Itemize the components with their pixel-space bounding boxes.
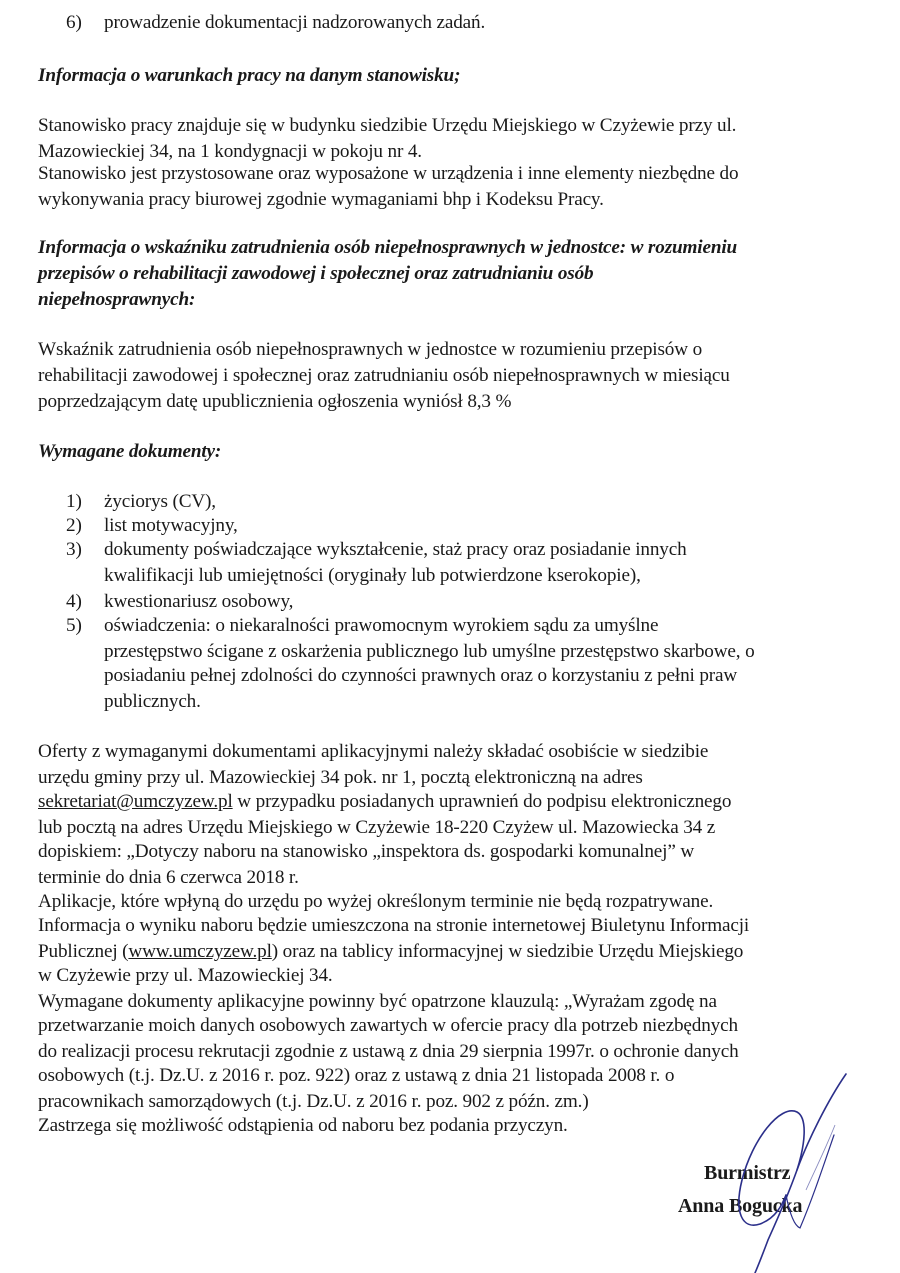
documents-item-5-cont: przestępstwo ścigane z oskarżenia publicznego lub umyślne przestępstwo skarbowe, o xyxy=(104,641,755,662)
offers-line: terminie do dnia 6 czerwca 2018 r. xyxy=(38,867,299,888)
offers-line: Aplikacje, które wpłyną do urzędu po wyżej określonym terminie nie będą rozpatrywane. xyxy=(38,891,714,912)
indicator-paragraph-line: Wskaźnik zatrudnienia osób niepełnosprawnych w jednostce w rozumieniu przepisów o xyxy=(38,339,703,360)
offers-line-text: ) oraz na tablicy informacyjnej w siedzibie Urzędu Miejskiego xyxy=(271,941,744,962)
offers-line: pracownikach samorządowych (t.j. Dz.U. z 2016 r. poz. 902 z późn. zm.) xyxy=(38,1091,589,1112)
indicator-heading-line: przepisów o rehabilitacji zawodowej i społecznej oraz zatrudnianiu osób xyxy=(38,263,594,284)
documents-heading: Wymagane dokumenty: xyxy=(38,441,222,462)
offers-line: przetwarzanie moich danych osobowych zawartych w ofercie pracy dla potrzeb niezbędnych xyxy=(38,1015,738,1036)
offers-line-text: w przypadku posiadanych uprawnień do podpisu elektronicznego xyxy=(232,791,732,812)
offers-line: w Czyżewie przy ul. Mazowieckiej 34. xyxy=(38,965,333,986)
list-text: list motywacyjny, xyxy=(104,515,238,536)
documents-item-5-cont: publicznych. xyxy=(104,691,201,712)
conditions-paragraph-line: Stanowisko jest przystosowane oraz wyposażone w urządzenia i inne elementy niezbędne do xyxy=(38,163,739,184)
offers-line: Wymagane dokumenty aplikacyjne powinny być opatrzone klauzulą: „Wyrażam zgodę na xyxy=(38,991,717,1012)
conditions-paragraph-line: Stanowisko pracy znajduje się w budynku siedzibie Urzędu Miejskiego w Czyżewie przy ul. xyxy=(38,115,737,136)
list-number: 5) xyxy=(66,615,82,636)
email-link[interactable]: sekretariat@umczyzew.pl xyxy=(38,791,233,812)
list-number: 3) xyxy=(66,539,82,560)
list-number: 1) xyxy=(66,491,82,512)
conditions-paragraph-line: wykonywania pracy biurowej zgodnie wymaganiami bhp i Kodeksu Pracy. xyxy=(38,189,604,210)
list-text: życiorys (CV), xyxy=(104,491,216,512)
signature-title: Burmistrz xyxy=(704,1162,791,1184)
documents-item-3-cont: kwalifikacji lub umiejętności (oryginały lub potwierdzone kserokopie), xyxy=(104,565,641,586)
indicator-paragraph-line: poprzedzającym datę upublicznienia ogłoszenia wyniósł 8,3 % xyxy=(38,391,512,412)
conditions-heading: Informacja o warunkach pracy na danym stanowisku; xyxy=(38,65,461,86)
list-text: prowadzenie dokumentacji nadzorowanych zadań. xyxy=(104,12,486,33)
list-number: 6) xyxy=(66,12,82,33)
offers-line: urzędu gminy przy ul. Mazowieckiej 34 pok. nr 1, pocztą elektroniczną na adres xyxy=(38,767,643,788)
list-text: kwestionariusz osobowy, xyxy=(104,591,294,612)
indicator-paragraph-line: rehabilitacji zawodowej i społecznej oraz zatrudnianiu osób niepełnosprawnych w miesiącu xyxy=(38,365,730,386)
indicator-heading-line: Informacja o wskaźniku zatrudnienia osób niepełnosprawnych w jednostce: w rozumieniu xyxy=(38,237,738,258)
indicator-heading-line: niepełnosprawnych: xyxy=(38,289,196,310)
offers-line: lub pocztą na adres Urzędu Miejskiego w Czyżewie 18-220 Czyżew ul. Mazowiecka 34 z xyxy=(38,817,716,838)
offers-line-text: Publicznej ( xyxy=(38,941,129,962)
offers-line: Oferty z wymaganymi dokumentami aplikacyjnymi należy składać osobiście w siedzibie xyxy=(38,741,709,762)
list-text: oświadczenia: o niekaralności prawomocnym wyrokiem sądu za umyślne xyxy=(104,615,659,636)
offers-line: dopiskiem: „Dotyczy naboru na stanowisko „inspektora ds. gospodarki komunalnej” w xyxy=(38,841,695,862)
offers-line: osobowych (t.j. Dz.U. z 2016 r. poz. 922) oraz z ustawą z dnia 21 listopada 2008 r. o xyxy=(38,1065,675,1086)
offers-line: Zastrzega się możliwość odstąpienia od naboru bez podania przyczyn. xyxy=(38,1115,568,1136)
documents-item-5-cont: posiadaniu pełnej zdolności do czynności prawnych oraz o korzystaniu z pełni praw xyxy=(104,665,738,686)
offers-line: Informacja o wyniku naboru będzie umieszczona na stronie internetowej Biuletynu Informacji xyxy=(38,915,750,936)
list-number: 4) xyxy=(66,591,82,612)
signature-name: Anna Bogucka xyxy=(678,1195,803,1217)
website-link[interactable]: www.umczyzew.pl xyxy=(128,941,272,962)
offers-line: do realizacji procesu rekrutacji zgodnie z ustawą z dnia 29 sierpnia 1997r. o ochronie danych xyxy=(38,1041,739,1062)
conditions-paragraph-line: Mazowieckiej 34, na 1 kondygnacji w pokoju nr 4. xyxy=(38,141,422,162)
list-text: dokumenty poświadczające wykształcenie, staż pracy oraz posiadanie innych xyxy=(104,539,687,560)
list-number: 2) xyxy=(66,515,82,536)
